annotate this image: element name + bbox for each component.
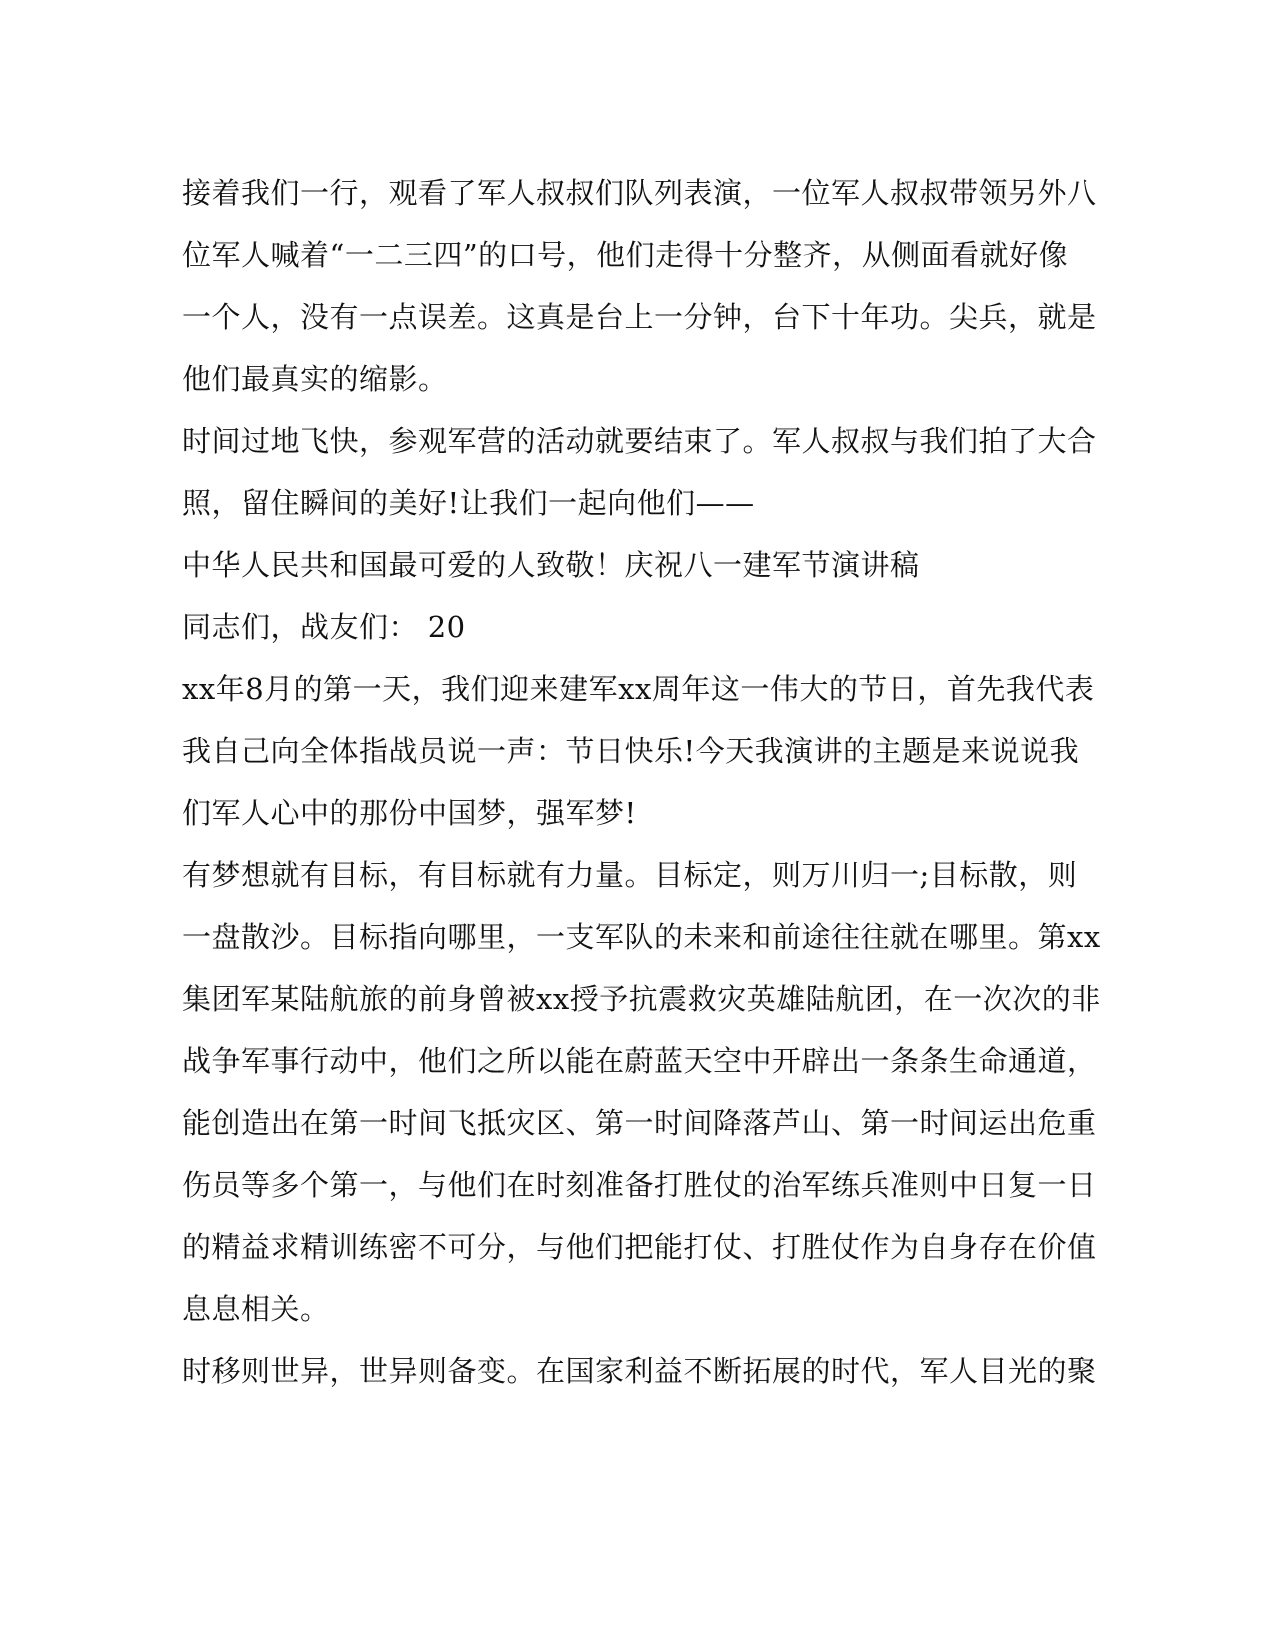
text-line: xx年8月的第一天，我们迎来建军xx周年这一伟大的节日，首先我代表 [182,672,1095,706]
text-line: 照，留住瞬间的美好!让我们一起向他们—— [182,486,755,520]
text-line: 战争军事行动中，他们之所以能在蔚蓝天空中开辟出一条条生命通道， [182,1044,1097,1078]
text-line: 他们最真实的缩影。 [182,362,448,396]
text-line: 同志们，战友们： 20 [182,610,466,644]
text-line: 能创造出在第一时间飞抵灾区、第一时间降落芦山、第一时间运出危重 [182,1106,1097,1140]
text-line: 位军人喊着“一二三四”的口号，他们走得十分整齐，从侧面看就好像 [182,238,1069,272]
text-line: 息息相关。 [182,1292,330,1326]
text-line: 一个人，没有一点误差。这真是台上一分钟，台下十年功。尖兵，就是 [182,300,1097,334]
document-body [182,162,1102,1402]
text-line: 集团军某陆航旅的前身曾被xx授予抗震救灾英雄陆航团，在一次次的非 [182,982,1101,1016]
text-line: 有梦想就有目标，有目标就有力量。目标定，则万川归一;目标散，则 [182,858,1078,892]
text-line: 我自己向全体指战员说一声：节日快乐!今天我演讲的主题是来说说我 [182,734,1080,768]
text-line: 伤员等多个第一，与他们在时刻准备打胜仗的治军练兵准则中日复一日 [182,1168,1097,1202]
text-line: 们军人心中的那份中国梦，强军梦! [182,796,637,830]
text-line: 一盘散沙。目标指向哪里，一支军队的未来和前途往往就在哪里。第xx [182,920,1101,954]
text-line: 的精益求精训练密不可分，与他们把能打仗、打胜仗作为自身存在价值 [182,1230,1097,1264]
text-line: 接着我们一行，观看了军人叔叔们队列表演，一位军人叔叔带领另外八 [182,176,1097,210]
text-line: 中华人民共和国最可爱的人致敬！庆祝八一建军节演讲稿 [182,548,920,582]
text-line: 时移则世异，世异则备变。在国家利益不断拓展的时代，军人目光的聚 [182,1354,1097,1388]
text-line: 时间过地飞快，参观军营的活动就要结束了。军人叔叔与我们拍了大合 [182,424,1097,458]
